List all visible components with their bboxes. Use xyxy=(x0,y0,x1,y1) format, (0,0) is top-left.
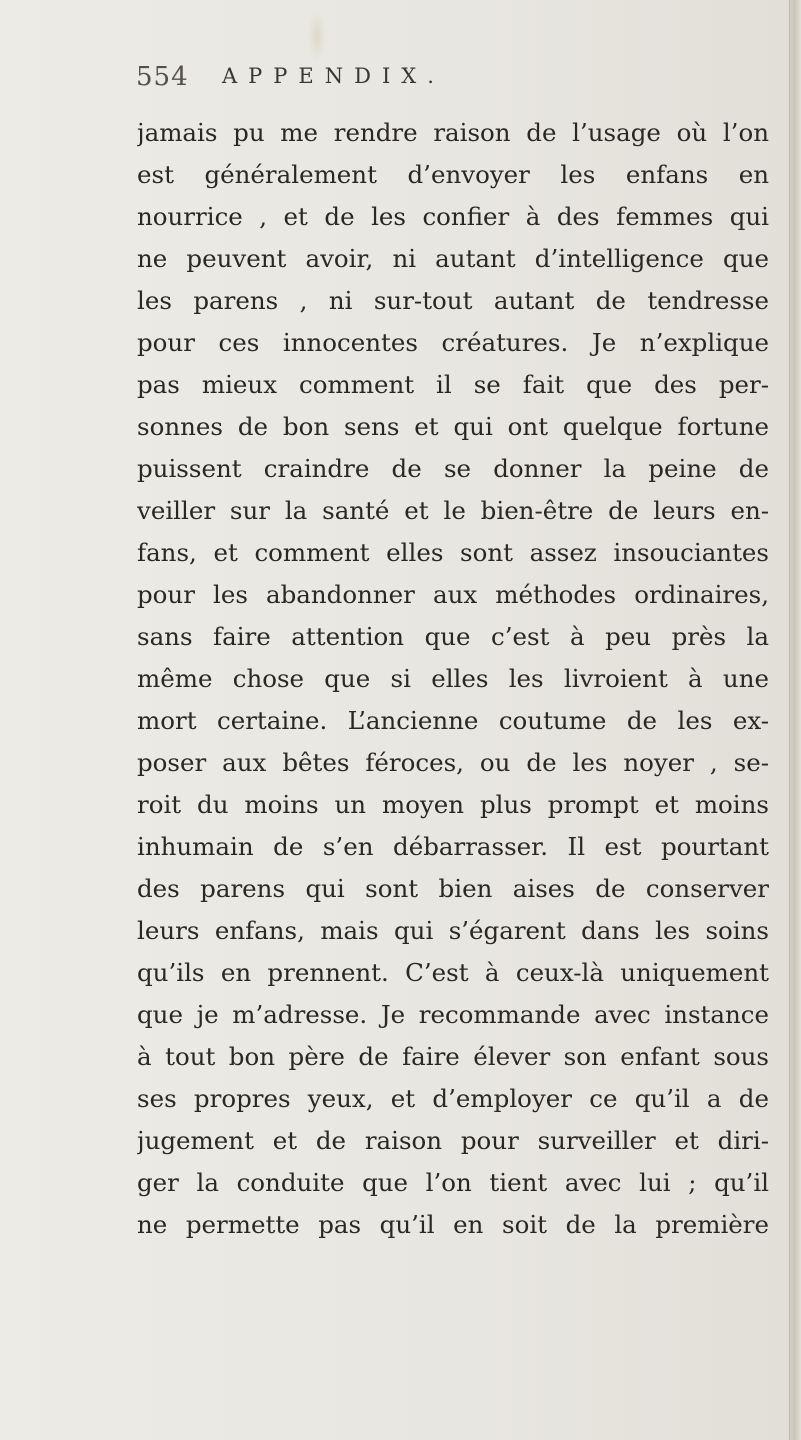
text-line: jamais pu me rendre raison de l’usage où l’on xyxy=(137,118,769,147)
text-line: ses propres yeux, et d’employer ce qu’il a de xyxy=(137,1084,769,1113)
text-line: même chose que si elles les livroient à une xyxy=(137,664,769,693)
text-line: que je m’adresse. Je recommande avec instance xyxy=(137,1000,769,1029)
text-line: les parens , ni sur-tout autant de tendresse xyxy=(137,286,769,315)
text-line: ne peuvent avoir, ni autant d’intelligence que xyxy=(137,244,769,273)
text-line: veiller sur la santé et le bien-être de leurs en- xyxy=(137,496,769,525)
page-header xyxy=(136,62,776,102)
text-line: ger la conduite que l’on tient avec lui ; qu’il xyxy=(137,1168,769,1197)
text-line: sonnes de bon sens et qui ont quelque fortune xyxy=(137,412,769,441)
text-line: pas mieux comment il se fait que des per- xyxy=(137,370,769,399)
text-line: à tout bon père de faire élever son enfant sous xyxy=(137,1042,769,1071)
text-line: pour les abandonner aux méthodes ordinaires, xyxy=(137,580,769,609)
text-line: jugement et de raison pour surveiller et diri- xyxy=(137,1126,769,1155)
text-line: ne permette pas qu’il en soit de la première xyxy=(137,1210,769,1239)
text-line: fans, et comment elles sont assez insouciantes xyxy=(137,538,769,567)
text-line: sans faire attention que c’est à peu près la xyxy=(137,622,769,651)
text-line: qu’ils en prennent. C’est à ceux-là uniquement xyxy=(137,958,769,987)
running-head: APPENDIX. xyxy=(222,64,445,88)
body-text xyxy=(137,112,769,1246)
page-edge xyxy=(789,0,801,1440)
text-line: roit du moins un moyen plus prompt et moins xyxy=(137,790,769,819)
text-line: poser aux bêtes féroces, ou de les noyer , se- xyxy=(137,748,769,777)
text-line: puissent craindre de se donner la peine de xyxy=(137,454,769,483)
text-line: pour ces innocentes créatures. Je n’explique xyxy=(137,328,769,357)
text-line: nourrice , et de les confier à des femmes qui xyxy=(137,202,769,231)
text-line: leurs enfans, mais qui s’égarent dans les soins xyxy=(137,916,769,945)
text-line: est généralement d’envoyer les enfans en xyxy=(137,160,769,189)
text-line: inhumain de s’en débarrasser. Il est pourtant xyxy=(137,832,769,861)
paper-stain xyxy=(308,10,326,62)
text-line: des parens qui sont bien aises de conserver xyxy=(137,874,769,903)
text-line: mort certaine. L’ancienne coutume de les ex- xyxy=(137,706,769,735)
page-number: 554 xyxy=(136,62,189,92)
